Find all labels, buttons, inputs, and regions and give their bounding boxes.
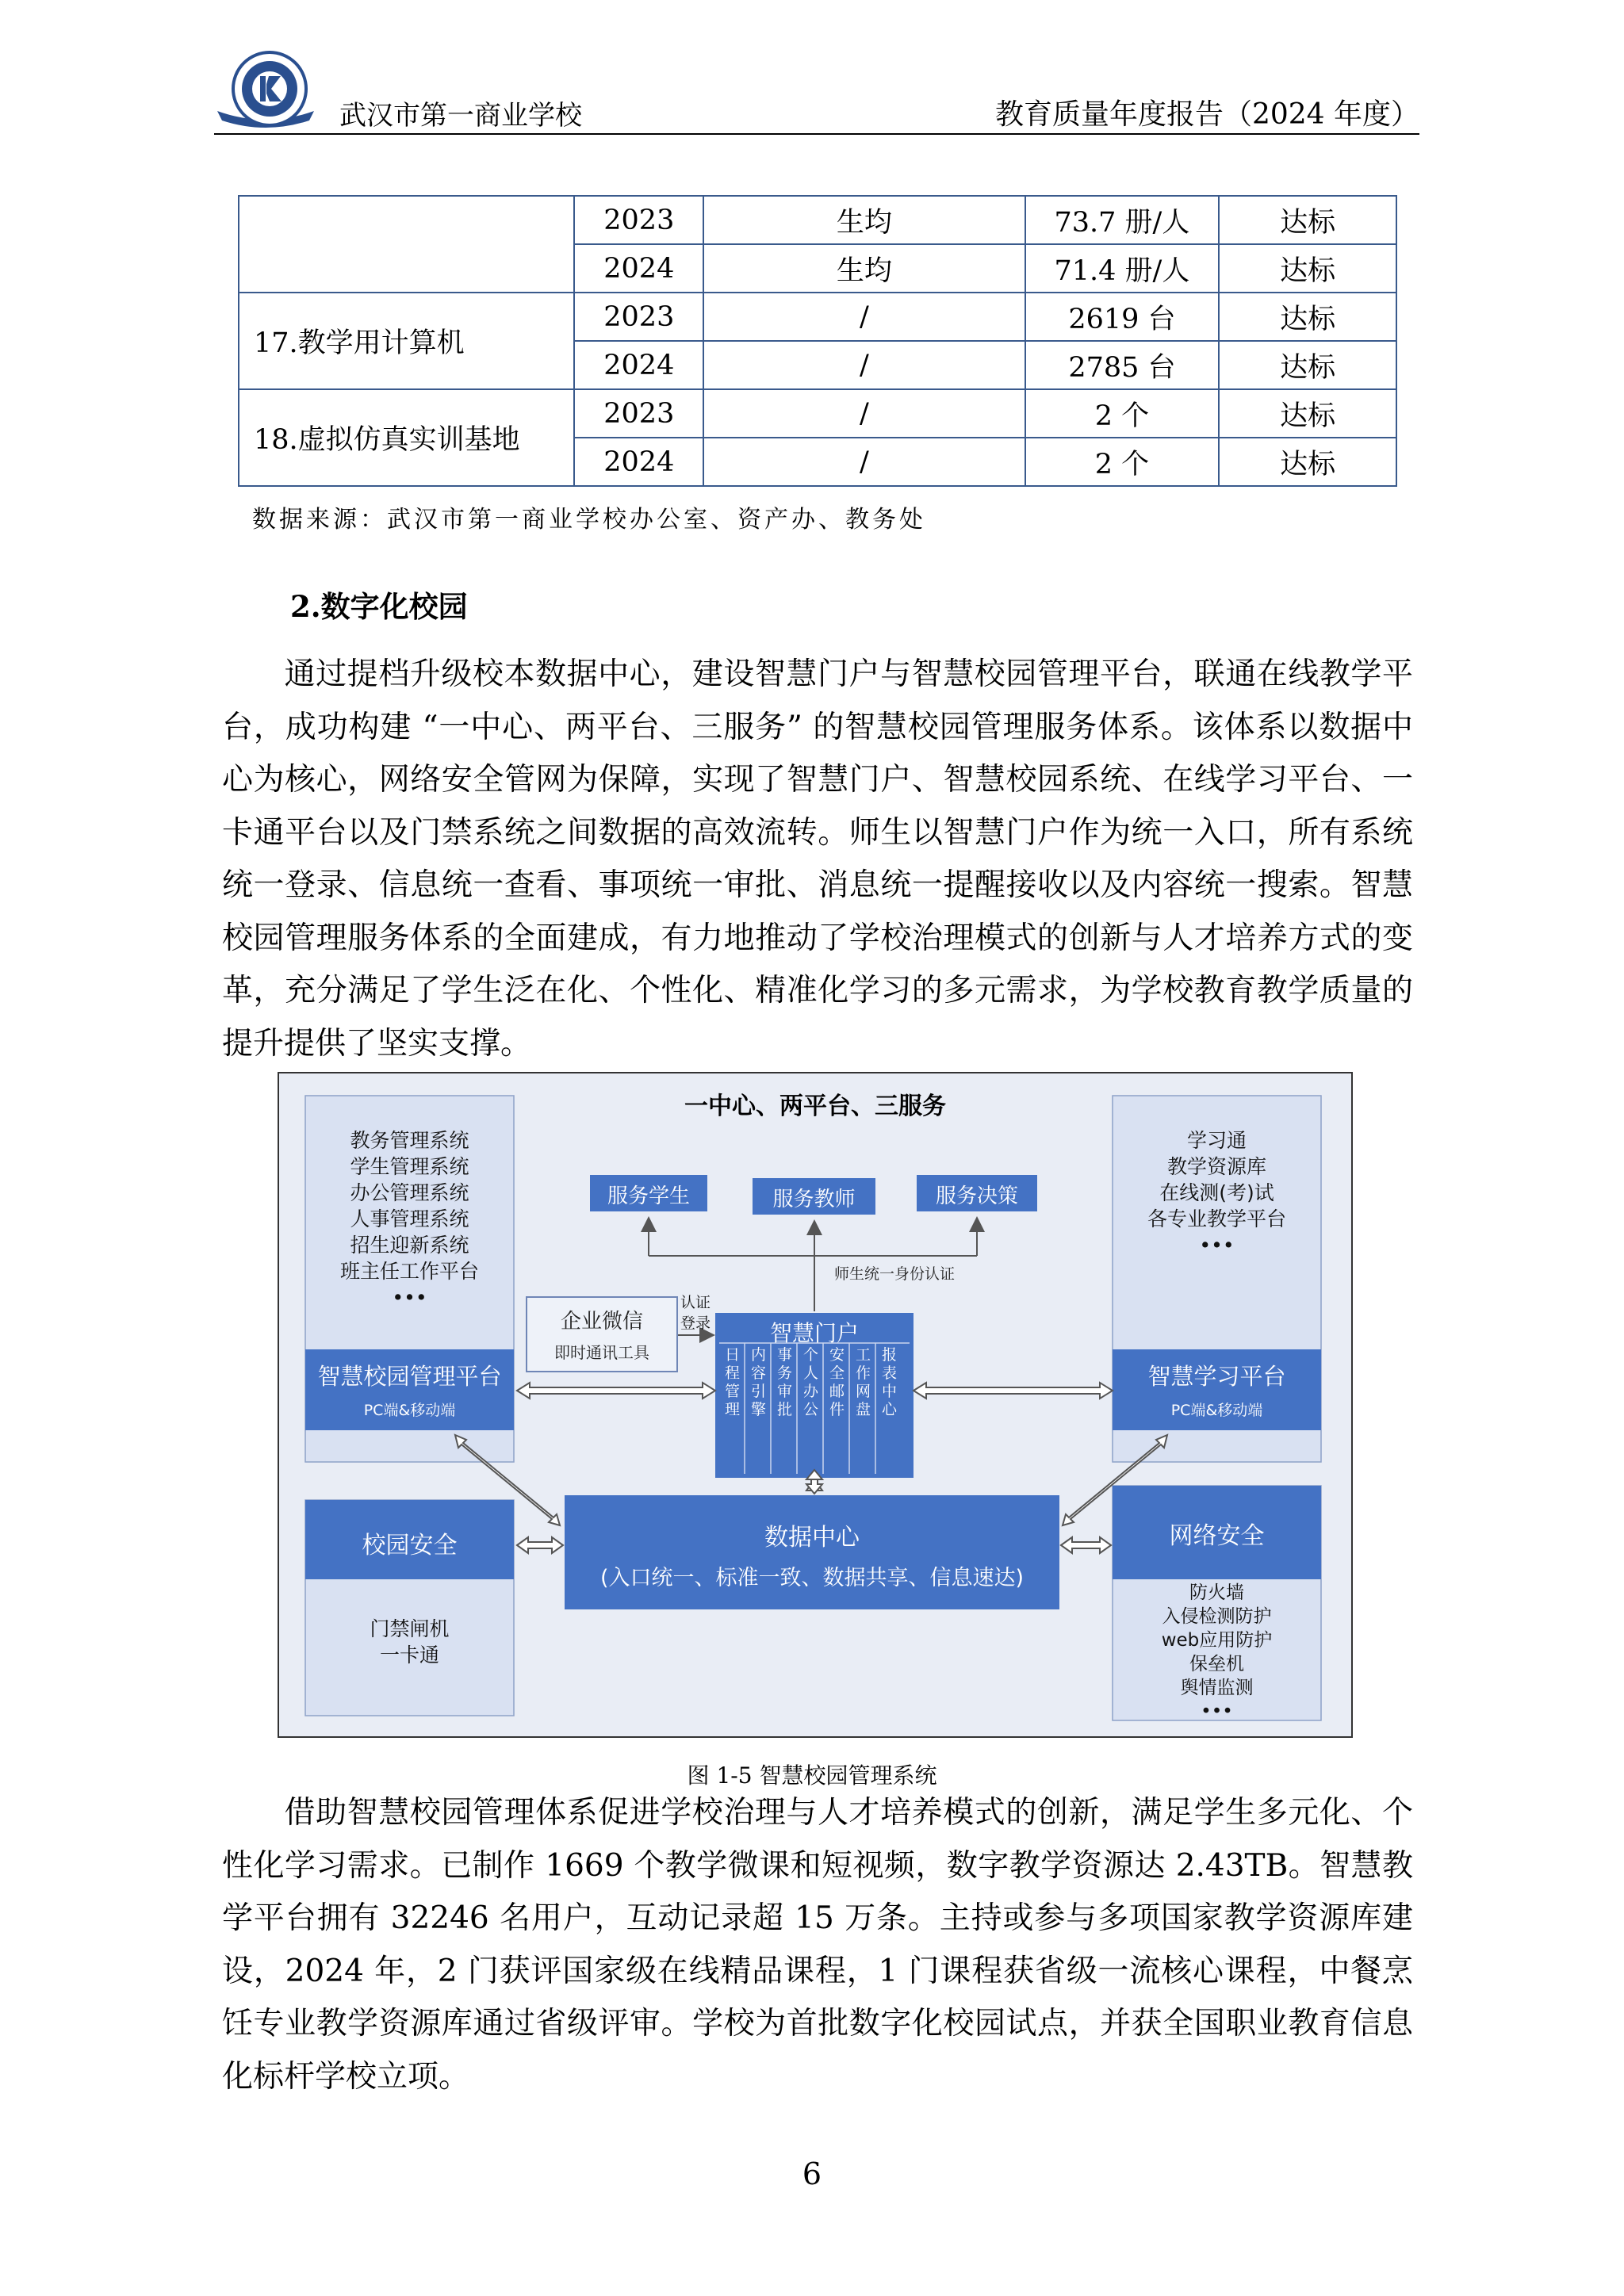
left-platform-title: 智慧校园管理平台 <box>317 1363 502 1390</box>
data-source-note: 数据来源：武汉市第一商业学校办公室、资产办、教务处 <box>252 506 926 534</box>
list-item: web应用防护 <box>1161 1630 1273 1651</box>
right-system-list <box>1113 1127 1321 1258</box>
equipment-table <box>238 195 1397 487</box>
section-title: 2.数字化校园 <box>290 589 468 624</box>
login-label: 登录 <box>680 1314 710 1332</box>
portal-module: 内容引擎 <box>751 1346 767 1418</box>
campus-security-list <box>305 1616 514 1668</box>
service-students: 服务学生 <box>607 1184 690 1208</box>
table-cell-status: 达标 <box>1219 438 1396 486</box>
paragraph-1-text: 通过提档升级校本数据中心，建设智慧门户与智慧校园管理平台，联通在线教学平台，成功构建 “一中心、两平台、三服务” 的智慧校园管理服务体系。该体系以数据中心为核心，网络安全管网为保障，实现了智慧门户、智慧校园系统、在线学习平台、一卡通平台以及门禁系统之间数据的高效流转。师生以智慧门户作为统一入口，所有系统统一登录、信息统一查看、事项统一审批、消息统一提醒接收以及内容统一搜索。智慧校园管理服务体系的全面建成，有力地推动了学校治理模式的创新与人才培养方式的变革，充分满足了学生泛在化、个性化、精准化学习的多元需求，为学校教育教学质量的提升提供了坚实支撑。 <box>222 656 1413 1062</box>
network-security-list <box>1113 1581 1321 1724</box>
data-center-sub: (入口统一、标准一致、数据共享、信息速达) <box>599 1566 1025 1590</box>
left-platform-sub: PC端&移动端 <box>363 1402 456 1419</box>
table-row <box>239 293 1396 341</box>
service-decisions: 服务决策 <box>935 1184 1018 1208</box>
portal-module: 事务审批 <box>777 1346 793 1418</box>
smart-campus-diagram <box>278 1072 1353 1738</box>
portal-module: 报表中心 <box>882 1346 898 1418</box>
table-cell-item <box>239 196 574 293</box>
portal-module: 安全邮件 <box>829 1346 845 1418</box>
header-report-title: 教育质量年度报告（2024 年度） <box>994 98 1419 131</box>
school-logo <box>214 48 317 135</box>
list-item: 学习通 <box>1186 1129 1247 1152</box>
table-cell-type: / <box>703 389 1025 438</box>
diagram-title: 一中心、两平台、三服务 <box>684 1093 946 1120</box>
list-item: 学生管理系统 <box>350 1155 469 1178</box>
table-cell-status: 达标 <box>1219 341 1396 389</box>
table-cell-year: 2024 <box>574 438 703 486</box>
list-item: 各专业教学平台 <box>1147 1207 1286 1230</box>
table-cell-type: 生均 <box>703 196 1025 244</box>
auth-label: 认证 <box>680 1294 710 1311</box>
table-cell-status: 达标 <box>1219 244 1396 293</box>
table-cell-value: 2619 台 <box>1025 293 1220 341</box>
paragraph-2 <box>222 1787 1413 2103</box>
table-cell-value: 73.7 册/人 <box>1025 196 1220 244</box>
table-cell-value: 2 个 <box>1025 389 1220 438</box>
auth-note: 师生统一身份认证 <box>834 1265 956 1283</box>
table-cell-type: 生均 <box>703 244 1025 293</box>
table-cell-type: / <box>703 438 1025 486</box>
table-cell-item: 17.教学用计算机 <box>239 293 574 389</box>
paragraph-2-text: 借助智慧校园管理体系促进学校治理与人才培养模式的创新，满足学生多元化、个性化学习需求。已制作 1669 个教学微课和短视频，数字教学资源达 2.43TB。智慧教学平台拥有 32246 名用户，互动记录超 15 万条。主持或参与多项国家教学资源库建设，2024 年，2 门获评国家级在线精品课程，1 门课程获省级一流核心课程，中餐烹饪专业教学资源库通过省级评审。学校为首批数字化校园试点，并获全国职业教育信息化标杆学校立项。 <box>222 1795 1413 2095</box>
table-cell-status: 达标 <box>1219 196 1396 244</box>
table-cell-value: 2785 台 <box>1025 341 1220 389</box>
table-cell-type: / <box>703 341 1025 389</box>
table-cell-status: 达标 <box>1219 389 1396 438</box>
list-item: 教务管理系统 <box>350 1129 469 1152</box>
table-cell-value: 2 个 <box>1025 438 1220 486</box>
network-security-title: 网络安全 <box>1169 1522 1265 1550</box>
header-school-name: 武汉市第一商业学校 <box>339 100 582 132</box>
portal-module: 工作网盘 <box>856 1346 871 1418</box>
figure-caption: 图 1-5 智慧校园管理系统 <box>687 1762 937 1789</box>
left-system-list <box>305 1127 514 1311</box>
right-platform-title: 智慧学习平台 <box>1147 1363 1286 1390</box>
list-item: ••• <box>1201 1701 1233 1722</box>
list-item: 入侵检测防护 <box>1162 1606 1272 1627</box>
page-header <box>214 46 1419 141</box>
list-item: 门禁闸机 <box>370 1617 450 1640</box>
table-cell-year: 2023 <box>574 196 703 244</box>
list-item: 招生迎新系统 <box>350 1234 469 1257</box>
list-item: 保垒机 <box>1189 1654 1244 1674</box>
list-item: 在线测(考)试 <box>1159 1181 1274 1204</box>
wechat-title: 企业微信 <box>560 1310 643 1334</box>
list-item: ••• <box>1199 1234 1235 1257</box>
table-row <box>239 389 1396 438</box>
service-teachers: 服务教师 <box>772 1188 856 1211</box>
table-cell-type: / <box>703 293 1025 341</box>
list-item: 办公管理系统 <box>350 1181 469 1204</box>
list-item: 人事管理系统 <box>350 1207 469 1230</box>
right-platform-sub: PC端&移动端 <box>1170 1402 1263 1419</box>
data-center-title: 数据中心 <box>764 1524 860 1552</box>
list-item: 班主任工作平台 <box>339 1260 479 1283</box>
auth-login-label <box>678 1292 713 1334</box>
wechat-sub: 即时通讯工具 <box>554 1343 649 1362</box>
list-item: 教学资源库 <box>1166 1155 1266 1178</box>
page-number: 6 <box>802 2156 822 2191</box>
portal-module: 个人办公 <box>803 1346 819 1418</box>
table-cell-status: 达标 <box>1219 293 1396 341</box>
paragraph-1 <box>222 649 1413 1070</box>
list-item: 一卡通 <box>379 1644 439 1667</box>
table-cell-value: 71.4 册/人 <box>1025 244 1220 293</box>
list-item: 防火墙 <box>1189 1582 1244 1603</box>
table-cell-item: 18.虚拟仿真实训基地 <box>239 389 574 486</box>
table-cell-year: 2023 <box>574 389 703 438</box>
table-cell-year: 2024 <box>574 341 703 389</box>
campus-security-title: 校园安全 <box>362 1532 458 1559</box>
table-row <box>239 196 1396 244</box>
list-item: 舆情监测 <box>1180 1678 1254 1698</box>
table-cell-year: 2023 <box>574 293 703 341</box>
portal-modules <box>719 1346 910 1473</box>
portal-module: 日程管理 <box>725 1346 741 1418</box>
portal-title: 智慧门户 <box>769 1320 859 1346</box>
header-rule <box>214 133 1419 135</box>
list-item: ••• <box>392 1286 427 1309</box>
table-cell-year: 2024 <box>574 244 703 293</box>
